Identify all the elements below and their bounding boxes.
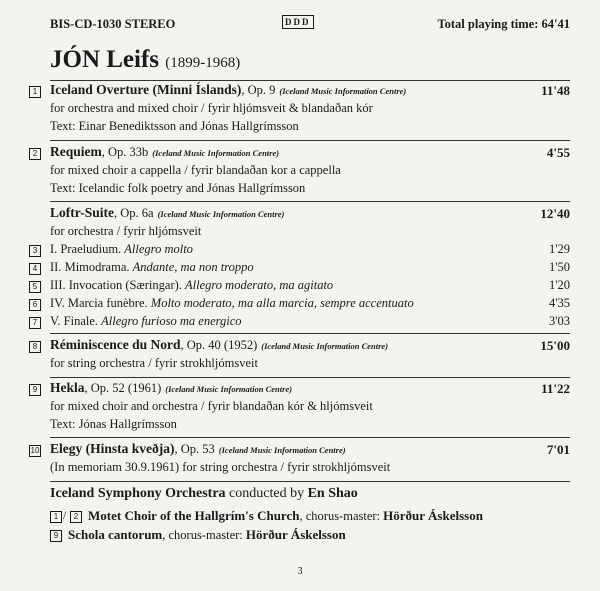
choir-name: Schola cantorum [68, 527, 163, 542]
composer-name: JÓN Leifs [50, 46, 160, 73]
track-number-box: 8 [29, 341, 41, 353]
suite-title-line [50, 205, 572, 221]
track-description: for mixed choir and orchestra / fyrir blandaðan kór & hljómsveit [50, 399, 373, 413]
movement-name: II. Mimodrama. [50, 260, 133, 274]
track-number-box: 9 [29, 384, 41, 396]
movement-line [50, 314, 572, 329]
track-description: for string orchestra / fyrir strokhljómsveit [50, 356, 258, 370]
movement-line [50, 278, 572, 293]
movement-tempo: Molto moderato, ma alla marcia, sempre accentuato [150, 296, 414, 310]
movement-number-box: 7 [29, 317, 41, 329]
track-title: Iceland Overture (Minni Íslands) [50, 82, 242, 97]
movement-duration: 1'50 [548, 260, 570, 274]
movement-duration: 3'03 [548, 314, 570, 328]
choir-track-box: 1 [50, 511, 62, 523]
track-source: (Iceland Music Information Centre) [152, 148, 280, 158]
suite-opus: , Op. 6a [114, 206, 154, 220]
divider [50, 140, 570, 141]
track-source: (Iceland Music Information Centre) [261, 341, 389, 351]
movement-line [50, 296, 572, 311]
track-text-credit: Text: Jónas Hallgrímsson [50, 417, 177, 431]
divider [50, 481, 570, 482]
track-title-line [50, 380, 572, 396]
divider [50, 377, 570, 378]
divider [50, 80, 570, 81]
conductor-name: En Shao [307, 486, 358, 501]
page-number: 3 [297, 566, 303, 577]
chorus-master-name: Hörður Áskelsson [245, 527, 346, 542]
track-text-credit: Text: Einar Benediktsson and Jónas Hallgrímsson [50, 119, 299, 133]
track-description: for orchestra and mixed choir / fyrir hljómsveit & blandaðan kór [50, 101, 373, 115]
movement-line [50, 242, 572, 257]
movement-duration: 1'29 [548, 242, 570, 256]
track-source: (Iceland Music Information Centre) [279, 86, 407, 96]
movement-name: IV. Marcia funèbre. [50, 296, 151, 310]
suite-description: for orchestra / fyrir hljómsveit [50, 224, 202, 238]
track-number-box: 1 [29, 86, 41, 98]
movement-line [50, 260, 572, 275]
track-title: Elegy (Hinsta kveðja) [50, 441, 175, 456]
track-title-line [50, 337, 572, 353]
track-opus: , Op. 33b [101, 145, 149, 159]
movement-tempo: Allegro furioso ma energico [101, 314, 242, 328]
movement-tempo: Allegro moderato, ma agitato [185, 278, 334, 292]
movement-name: V. Finale. [50, 314, 102, 328]
track-source: (Iceland Music Information Centre) [165, 384, 293, 394]
track-description: (In memoriam 30.9.1961) for string orchestra / fyrir strokhljómsveit [50, 460, 391, 474]
track-text-credit: Text: Icelandic folk poetry and Jónas Hallgrímsson [50, 181, 306, 195]
track-opus: , Op. 40 (1952) [180, 338, 258, 352]
choir-name: Motet Choir of the Hallgrím's Church [88, 508, 300, 523]
track-title: Hekla [50, 380, 85, 395]
movement-number-box: 4 [29, 263, 41, 275]
suite-duration: 12'40 [540, 206, 570, 221]
track-source: (Iceland Music Information Centre) [218, 445, 346, 455]
ddd-badge: DDD [282, 15, 314, 29]
track-description: for mixed choir a cappella / fyrir blandaðan kor a cappella [50, 163, 341, 177]
composer-heading [50, 46, 240, 74]
chorus-master-label: , chorus-master: [162, 528, 246, 542]
track-opus: , Op. 52 (1961) [84, 381, 162, 395]
divider [50, 201, 570, 202]
track-title: Réminiscence du Nord [50, 337, 181, 352]
orchestra-line [50, 486, 572, 502]
choir-track-box: 2 [70, 511, 82, 523]
movement-tempo: Allegro molto [124, 242, 193, 256]
divider [50, 437, 570, 438]
divider [50, 333, 570, 334]
movement-number-box: 3 [29, 245, 41, 257]
track-title-line [50, 441, 572, 457]
track-title-line [50, 144, 572, 160]
movement-number-box: 6 [29, 299, 41, 311]
choir-track-box: 9 [50, 530, 62, 542]
movement-duration: 1'20 [548, 278, 570, 292]
slash-separator: / [63, 508, 67, 522]
track-duration: 11'22 [541, 381, 570, 396]
track-opus: , Op. 53 [174, 442, 215, 456]
movement-name: III. Invocation (Særingar). [50, 278, 186, 292]
movement-number-box: 5 [29, 281, 41, 293]
choir-line [68, 527, 572, 543]
track-title-line [50, 82, 572, 98]
track-number-box: 10 [30, 446, 40, 455]
track-number-box: 2 [29, 148, 41, 160]
chorus-master-name: Hörður Áskelsson [383, 508, 483, 523]
track-duration: 11'48 [541, 83, 570, 98]
track-title: Requiem [50, 144, 102, 159]
suite-title: Loftr-Suite [50, 205, 114, 220]
movement-tempo: Andante, ma non troppo [132, 260, 254, 274]
suite-source: (Iceland Music Information Centre) [157, 209, 285, 219]
track-duration: 15'00 [540, 338, 570, 353]
total-playing-time: Total playing time: 64'41 [437, 17, 570, 31]
track-duration: 4'55 [546, 145, 570, 160]
movement-name: I. Praeludium. [50, 242, 125, 256]
catalog-number: BIS-CD-1030 STEREO [50, 17, 176, 31]
chorus-master-label: , chorus-master: [299, 509, 384, 523]
movement-duration: 4'35 [548, 296, 570, 310]
track-duration: 7'01 [546, 442, 570, 457]
orchestra-name: Iceland Symphony Orchestra [50, 486, 226, 501]
track-opus: , Op. 9 [241, 83, 276, 97]
composer-dates: (1899-1968) [165, 55, 241, 71]
conducted-by-label: conducted by [225, 486, 308, 501]
choir-line [88, 508, 572, 524]
